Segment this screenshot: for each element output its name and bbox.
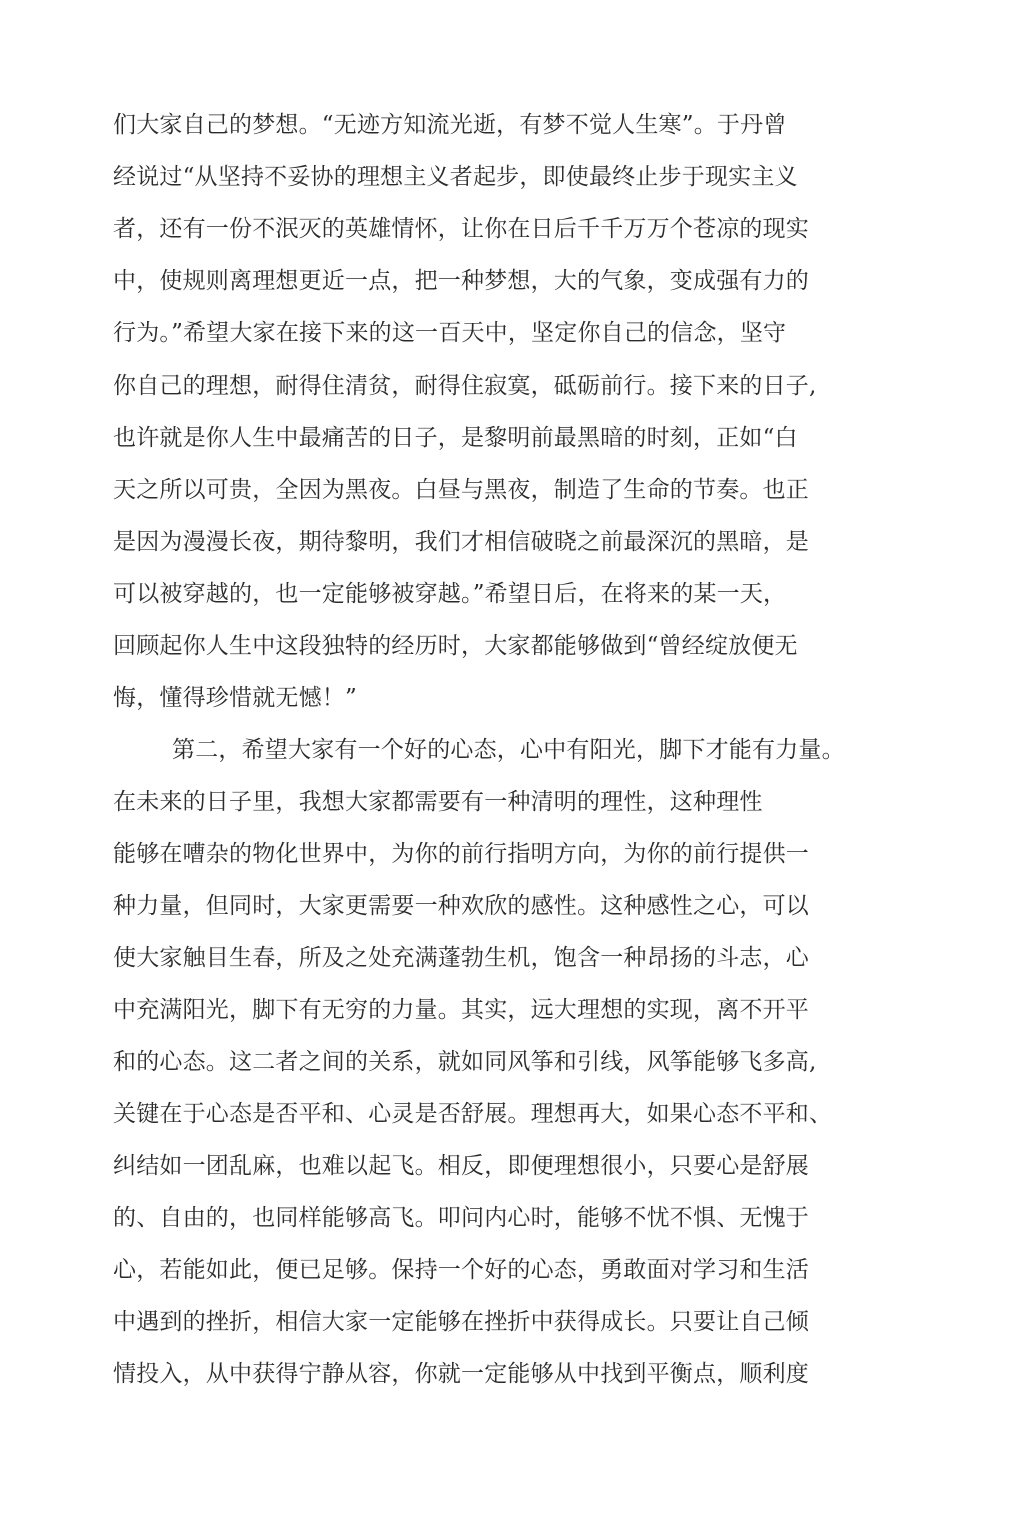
paragraph-2-line-11: 心，若能如此，便已足够。保持一个好的心态，勇敢面对学习和生活 xyxy=(113,1257,809,1283)
paragraph-1-line-1: 们大家自己的梦想。“无迹方知流光逝，有梦不觉人生寒”。于丹曾 xyxy=(113,112,787,138)
paragraph-1-line-11: 回顾起你人生中这段独特的经历时，大家都能够做到“曾经绽放便无 xyxy=(113,633,798,659)
paragraph-2-line-3: 能够在嘈杂的物化世界中，为你的前行指明方向，为你的前行提供一 xyxy=(113,841,809,867)
paragraph-2-line-2: 在未来的日子里，我想大家都需要有一种清明的理性，这种理性 xyxy=(113,789,763,815)
paragraph-2-line-6: 中充满阳光，脚下有无穷的力量。其实，远大理想的实现，离不开平 xyxy=(113,997,809,1023)
paragraph-2-line-7: 和的心态。这二者之间的关系，就如同风筝和引线，风筝能够飞多高, xyxy=(113,1049,817,1075)
paragraph-2-line-12: 中遇到的挫折，相信大家一定能够在挫折中获得成长。只要让自己倾 xyxy=(113,1309,809,1335)
paragraph-1-line-9: 是因为漫漫长夜，期待黎明，我们才相信破晓之前最深沉的黑暗，是 xyxy=(113,529,809,555)
paragraph-1-line-2: 经说过“从坚持不妥协的理想主义者起步，即使最终止步于现实主义 xyxy=(113,164,798,190)
paragraph-2-line-9: 纠结如一团乱麻，也难以起飞。相反，即便理想很小，只要心是舒展 xyxy=(113,1153,809,1179)
paragraph-1-line-5: 行为。”希望大家在接下来的这一百天中，坚定你自己的信念，坚守 xyxy=(113,320,787,346)
paragraph-2-line-1: 第二，希望大家有一个好的心态，心中有阳光，脚下才能有力量。 xyxy=(172,737,845,763)
paragraph-1-line-8: 天之所以可贵，全因为黑夜。白昼与黑夜，制造了生命的节奏。也正 xyxy=(113,477,809,503)
paragraph-2-line-13: 情投入，从中获得宁静从容，你就一定能够从中找到平衡点，顺利度 xyxy=(113,1361,809,1387)
paragraph-2-line-5: 使大家触目生春，所及之处充满蓬勃生机，饱含一种昂扬的斗志，心 xyxy=(113,945,809,971)
paragraph-1-line-7: 也许就是你人生中最痛苦的日子，是黎明前最黑暗的时刻，正如“白 xyxy=(113,425,798,451)
paragraph-1-line-3: 者，还有一份不泯灭的英雄情怀，让你在日后千千万万个苍凉的现实 xyxy=(113,216,809,242)
paragraph-1-line-6: 你自己的理想，耐得住清贫，耐得住寂寞，砥砺前行。接下来的日子, xyxy=(113,373,817,399)
paragraph-1-line-12: 悔，懂得珍惜就无憾！” xyxy=(113,685,357,711)
paragraph-2-line-10: 的、自由的，也同样能够高飞。叩问内心时，能够不忧不惧、无愧于 xyxy=(113,1205,809,1231)
paragraph-1-line-10: 可以被穿越的，也一定能够被穿越。”希望日后，在将来的某一天， xyxy=(113,581,787,607)
paragraph-2-line-4: 种力量，但同时，大家更需要一种欢欣的感性。这种感性之心，可以 xyxy=(113,893,809,919)
paragraph-1-line-4: 中，使规则离理想更近一点，把一种梦想，大的气象，变成强有力的 xyxy=(113,268,809,294)
paragraph-2-line-8: 关键在于心态是否平和、心灵是否舒展。理想再大，如果心态不平和、 xyxy=(113,1101,833,1127)
